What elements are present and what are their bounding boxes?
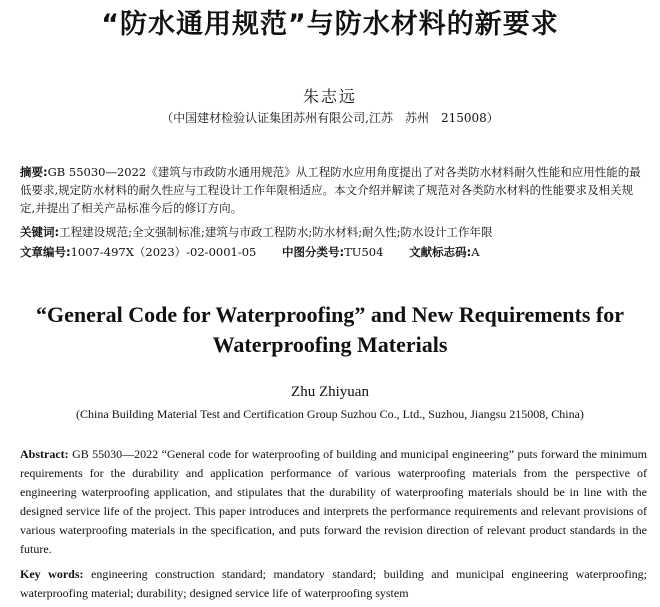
chinese-abstract bbox=[20, 163, 644, 217]
article-number: 文章编号:1007-497X（2023）-02-0001-05 bbox=[20, 245, 257, 259]
clc-number: 中图分类号:TU504 bbox=[282, 245, 384, 259]
english-title: “General Code for Waterproofing” and New Requirements for Waterproofing Materials bbox=[35, 302, 625, 357]
english-abstract bbox=[20, 445, 647, 559]
chinese-keywords-label: 关键词: bbox=[20, 225, 60, 239]
english-keywords-label: Key words: bbox=[20, 567, 84, 581]
chinese-keywords-text: 工程建设规范;全文强制标准;建筑与市政工程防水;防水材料;耐久性;防水设计工作年限 bbox=[59, 225, 493, 239]
chinese-article-meta bbox=[20, 243, 644, 261]
chinese-keywords bbox=[20, 223, 644, 241]
chinese-author: 朱志远 bbox=[302, 87, 357, 106]
english-author: Zhu Zhiyuan bbox=[291, 384, 369, 400]
chinese-abstract-text: GB 55030—2022《建筑与市政防水通用规范》从工程防水应用角度提出了对各类防水材料耐久性能和应用性能的最低要求,规定防水材料的耐久性应与工程设计工作年限相适应。本文介绍并解读了规范对各类防水材料的性能要求及相关规定,并提出了相关产品标准今后的修订方向。 bbox=[20, 165, 641, 215]
chinese-affiliation: （中国建材检验认证集团苏州有限公司,江苏 苏州 215008） bbox=[161, 111, 499, 125]
english-keywords-text: engineering construction standard; mandatory standard; building and municipal engineering waterproofing; waterproofing material; durability; designed service life of waterproofing system bbox=[20, 567, 647, 600]
english-keywords bbox=[20, 565, 647, 603]
document-code: 文献标志码:A bbox=[409, 245, 480, 259]
english-abstract-label: Abstract: bbox=[20, 447, 69, 461]
chinese-abstract-label: 摘要: bbox=[20, 165, 48, 179]
english-affiliation: (China Building Material Test and Certification Group Suzhou Co., Ltd., Suzhou, Jiangsu 215008, China) bbox=[76, 407, 584, 421]
chinese-title: “防水通用规范”与防水材料的新要求 bbox=[101, 9, 559, 40]
english-abstract-text: GB 55030—2022 “General code for waterproofing of building and municipal engineering” puts forward the minimum requirements for the durability and application performance of various waterproofing materials from the perspective of engineering waterproofing application, and stipulates that the durability of waterproofing materials should be in line with the designed service life of the project. This paper introduces and interprets the performance requirements and relevant provisions of various waterproofing materials in the specification, and puts forward the revision direction of relevant product standards in the future. bbox=[20, 447, 648, 556]
